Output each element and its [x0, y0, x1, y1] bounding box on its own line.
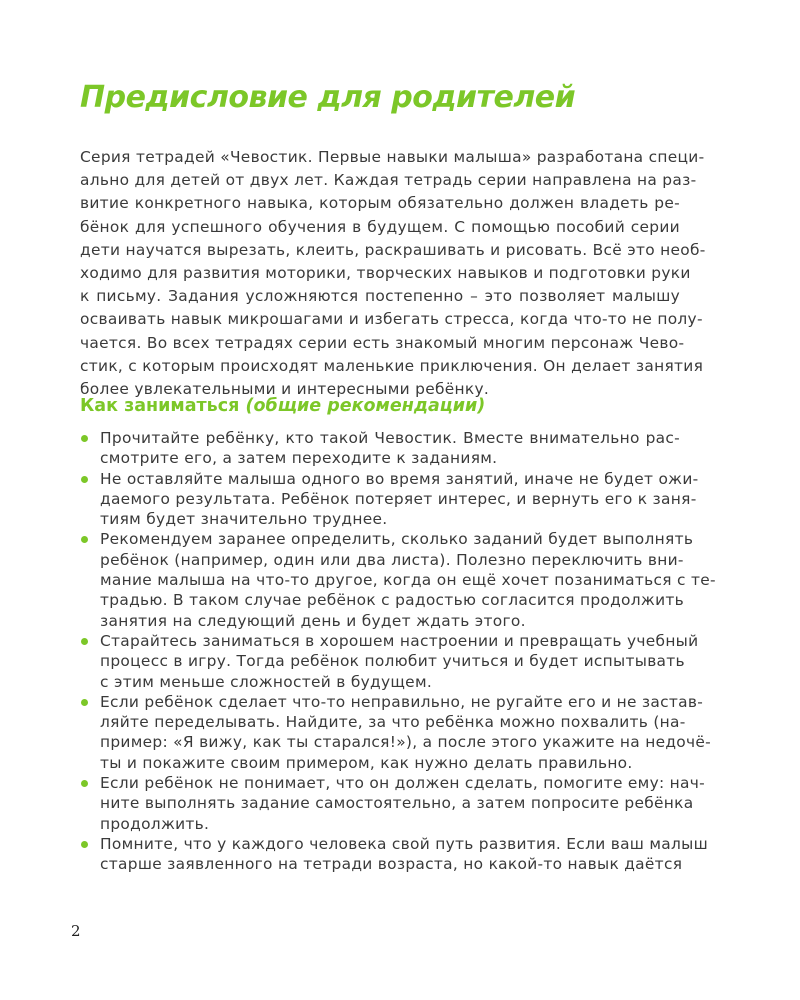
- list-item-line: Если ребёнок сделает что-то неправильно, не ругайте его и не застав-: [100, 692, 704, 711]
- list-item: [80, 428, 680, 469]
- intro-paragraph: [80, 146, 706, 401]
- list-item: [80, 631, 699, 692]
- list-item: [80, 469, 699, 530]
- list-item-line: традью. В таком случае ребёнок с радостью согласится продолжить: [100, 591, 685, 610]
- bullet-dot-icon: [81, 536, 88, 543]
- bullet-dot-icon: [81, 638, 88, 645]
- intro-line: ходимо для развития моторики, творческих навыков и подготовки руки: [80, 264, 691, 283]
- list-item-line: старше заявленного на тетради возраста, но какой-то навык даётся: [100, 855, 683, 874]
- page-title: Предисловие для родителей: [80, 80, 576, 115]
- section-heading-italic: (общие рекомендации): [245, 396, 486, 416]
- list-item: [80, 692, 712, 773]
- list-item-line: даемого результата. Ребёнок потеряет интерес, и вернуть его к заня-: [100, 489, 697, 508]
- list-item-line: ляйте переделывать. Найдите, за что ребёнка можно похвалить (на-: [100, 713, 686, 732]
- recommendations-list: [80, 428, 716, 875]
- bullet-dot-icon: [81, 780, 88, 787]
- list-item-line: ните выполнять задание самостоятельно, а затем попросите ребёнка: [100, 794, 694, 813]
- bullet-dot-icon: [81, 699, 88, 706]
- list-item: [80, 834, 708, 875]
- section-heading-main: Как заниматься: [80, 396, 246, 416]
- list-item-line: Не оставляйте малыша одного во время занятий, иначе не будет ожи-: [100, 469, 699, 488]
- list-item-line: ты и покажите своим примером, как нужно делать правильно.: [100, 753, 633, 772]
- list-item-line: Рекомендуем заранее определить, сколько заданий будет выполнять: [100, 530, 694, 549]
- intro-line: ально для детей от двух лет. Каждая тетрадь серии направлена на раз-: [80, 171, 697, 190]
- intro-line: осваивать навык микрошагами и избегать стресса, когда что-то не полу-: [80, 310, 703, 329]
- list-item-line: занятия на следующий день и будет ждать этого.: [100, 611, 526, 630]
- list-item-line: мание малыша на что-то другое, когда он ещё хочет позаниматься с те-: [100, 571, 716, 590]
- list-item-line: тиям будет значительно труднее.: [100, 510, 388, 529]
- list-item-line: ребёнок (например, один или два листа). Полезно переключить вни-: [100, 550, 684, 569]
- bullet-dot-icon: [81, 476, 88, 483]
- list-item-line: продолжить.: [100, 814, 210, 833]
- intro-line: витие конкретного навыка, которым обязательно должен владеть ре-: [80, 194, 680, 213]
- list-item: [80, 773, 706, 834]
- bullet-dot-icon: [81, 435, 88, 442]
- list-item-line: Старайтесь заниматься в хорошем настроении и превращать учебный: [100, 631, 699, 650]
- intro-line: к письму. Задания усложняются постепенно – это позволяет малышу: [80, 287, 680, 306]
- intro-line: стик, с которым происходят маленькие приключения. Он делает занятия: [80, 356, 704, 375]
- intro-line: Серия тетрадей «Чевостик. Первые навыки малыша» разработана специ-: [80, 148, 705, 166]
- list-item-line: Если ребёнок не понимает, что он должен сделать, помогите ему: нач-: [100, 774, 706, 793]
- intro-line: чается. Во всех тетрадях серии есть знакомый многим персонаж Чево-: [80, 333, 685, 352]
- list-item-line: процесс в игру. Тогда ребёнок полюбит учиться и будет испытывать: [100, 652, 685, 671]
- bullet-dot-icon: [81, 841, 88, 848]
- list-item-line: Помните, что у каждого человека свой путь развития. Если ваш малыш: [100, 834, 708, 853]
- list-item-line: с этим меньше сложностей в будущем.: [100, 672, 433, 691]
- list-item: [80, 529, 716, 630]
- intro-line: дети научатся вырезать, клеить, раскрашивать и рисовать. Всё это необ-: [80, 240, 706, 259]
- page-number: 2: [71, 922, 81, 940]
- list-item-line: пример: «Я вижу, как ты старался!»), а после этого укажите на недочё-: [100, 733, 712, 752]
- intro-line: бёнок для успешного обучения в будущем. С помощью пособий серии: [80, 217, 680, 236]
- section-heading: [80, 396, 485, 416]
- intro-line: более увлекательными и интересными ребёнку.: [80, 380, 490, 399]
- list-item-line: смотрите его, а затем переходите к заданиям.: [100, 449, 498, 468]
- list-item-line: Прочитайте ребёнку, кто такой Чевостик. Вместе внимательно рас-: [100, 429, 680, 447]
